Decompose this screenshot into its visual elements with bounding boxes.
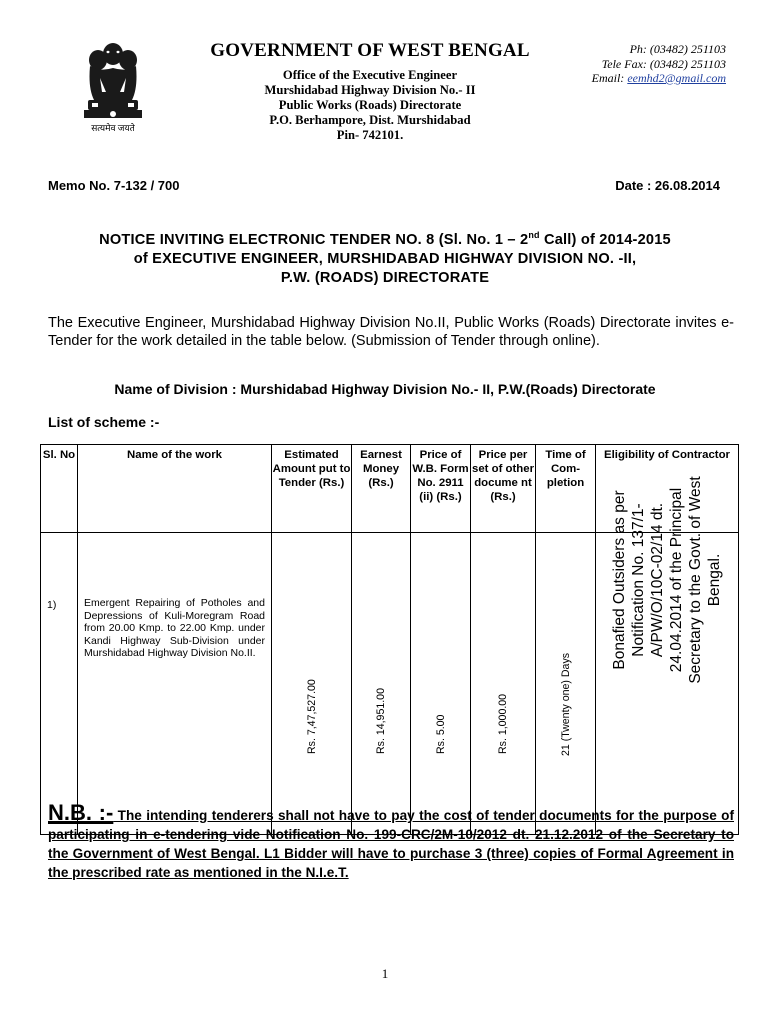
notice-title-line: P.W. (ROADS) DIRECTORATE	[280, 269, 490, 286]
email-line	[560, 71, 726, 86]
intro-paragraph: The Executive Engineer, Murshidabad Highway Division No.II, Public Works (Roads) Directorate invites e-Tender for the work detailed in the table below. (Submission of Tender through online).	[48, 315, 734, 349]
document-price: Rs. 1,000.00	[497, 693, 509, 754]
column-header: Price of W.B. Form No. 2911 (ii) (Rs.)	[411, 445, 471, 533]
form-price: Rs. 5.00	[434, 714, 447, 754]
contact-block	[560, 42, 726, 86]
notice-title-line: of EXECUTIVE ENGINEER, MURSHIDABAD HIGHWAY DIVISION NO. -II,	[133, 250, 637, 267]
column-header: Earnest Money (Rs.)	[352, 445, 411, 533]
serial-number-cell: 1)	[41, 533, 78, 835]
column-header: Sl. No	[41, 445, 78, 533]
work-description: Emergent Repairing of Potholes and Depressions of Kuli-Moregram Road from 20.00 Kmp. to 22.00 Kmp. under Kandi Highway Sub-Division under Murshidabad Highway Division No.II.	[84, 597, 265, 659]
notice-title	[40, 226, 730, 288]
notice-title-part: NOTICE INVITING ELECTRONIC TENDER NO. 8 (Sl. No. 1 – 2	[99, 231, 529, 248]
office-line: Public Works (Roads) Directorate	[278, 98, 462, 112]
column-header: Eligibility of Contractor	[596, 445, 739, 533]
column-header: Time of Com- pletion	[536, 445, 596, 533]
estimated-amount-cell	[272, 533, 352, 835]
earnest-money-cell	[352, 533, 411, 835]
state-emblem-icon	[78, 38, 148, 134]
table-row	[41, 533, 739, 835]
nb-label: N.B. :-	[48, 800, 114, 825]
earnest-money: Rs. 14,951.00	[375, 688, 387, 754]
estimated-amount: Rs. 7,47,527.00	[305, 679, 318, 754]
column-header: Estimated Amount put to Tender (Rs.)	[272, 445, 352, 533]
office-line: P.O. Berhampore, Dist. Murshidabad	[269, 113, 471, 127]
scheme-list-heading: List of scheme :-	[48, 414, 160, 430]
office-line: Murshidabad Highway Division No.- II	[264, 83, 476, 97]
memo-number: Memo No. 7-132 / 700	[48, 178, 180, 193]
form-price-cell	[411, 533, 471, 835]
completion-time-cell	[536, 533, 596, 835]
email-label: Email:	[591, 71, 625, 85]
letterhead	[190, 40, 550, 143]
office-line: Pin- 742101.	[336, 128, 404, 142]
notice-title-sup: nd	[528, 230, 540, 240]
column-header: Price per set of other docume nt (Rs.)	[471, 445, 536, 533]
column-header: Name of the work	[78, 445, 272, 533]
eligibility-cell	[596, 476, 739, 835]
nota-bene	[48, 800, 735, 882]
page-number: 1	[381, 966, 389, 981]
division-name: Name of Division : Murshidabad Highway Division No.- II, P.W.(Roads) Directorate	[114, 381, 656, 397]
notice-title-part: Call) of 2014-2015	[539, 231, 671, 248]
email-link[interactable]: eemhd2@gmail.com	[627, 71, 726, 85]
emblem-caption: सत्यमेव जयते	[91, 123, 135, 133]
office-line: Office of the Executive Engineer	[282, 68, 458, 82]
fax-number: Tele Fax: (03482) 251103	[601, 56, 726, 71]
government-title: GOVERNMENT OF WEST BENGAL	[210, 40, 530, 61]
phone-number: Ph: (03482) 251103	[629, 42, 726, 56]
eligibility-text: Bonafied Outsiders as per Notification No. 137/1-A/PW/O/10C-02/14 dt. 24.04.2014 of the Principal Secretary to the Govt. of West Bengal.	[611, 476, 723, 684]
scheme-table	[40, 444, 739, 835]
work-name-cell	[78, 533, 272, 835]
memo-date: Date : 26.08.2014	[615, 178, 720, 193]
completion-time: 21 (Twenty one) Days	[559, 652, 572, 756]
nb-text: The intending tenderers shall not have to pay the cost of tender documents for the purpose of participating in e-tendering vide Notification No. 199-CRC/2M-10/2012 dt. 21.12.2012 of the Secretary to the Government of West Bengal. L1 Bidder will have to purchase 3 (three) copies of Formal Agreement in the prescribed rate as mentioned in the N.I.e.T.	[48, 808, 735, 880]
document-price-cell	[471, 533, 536, 835]
